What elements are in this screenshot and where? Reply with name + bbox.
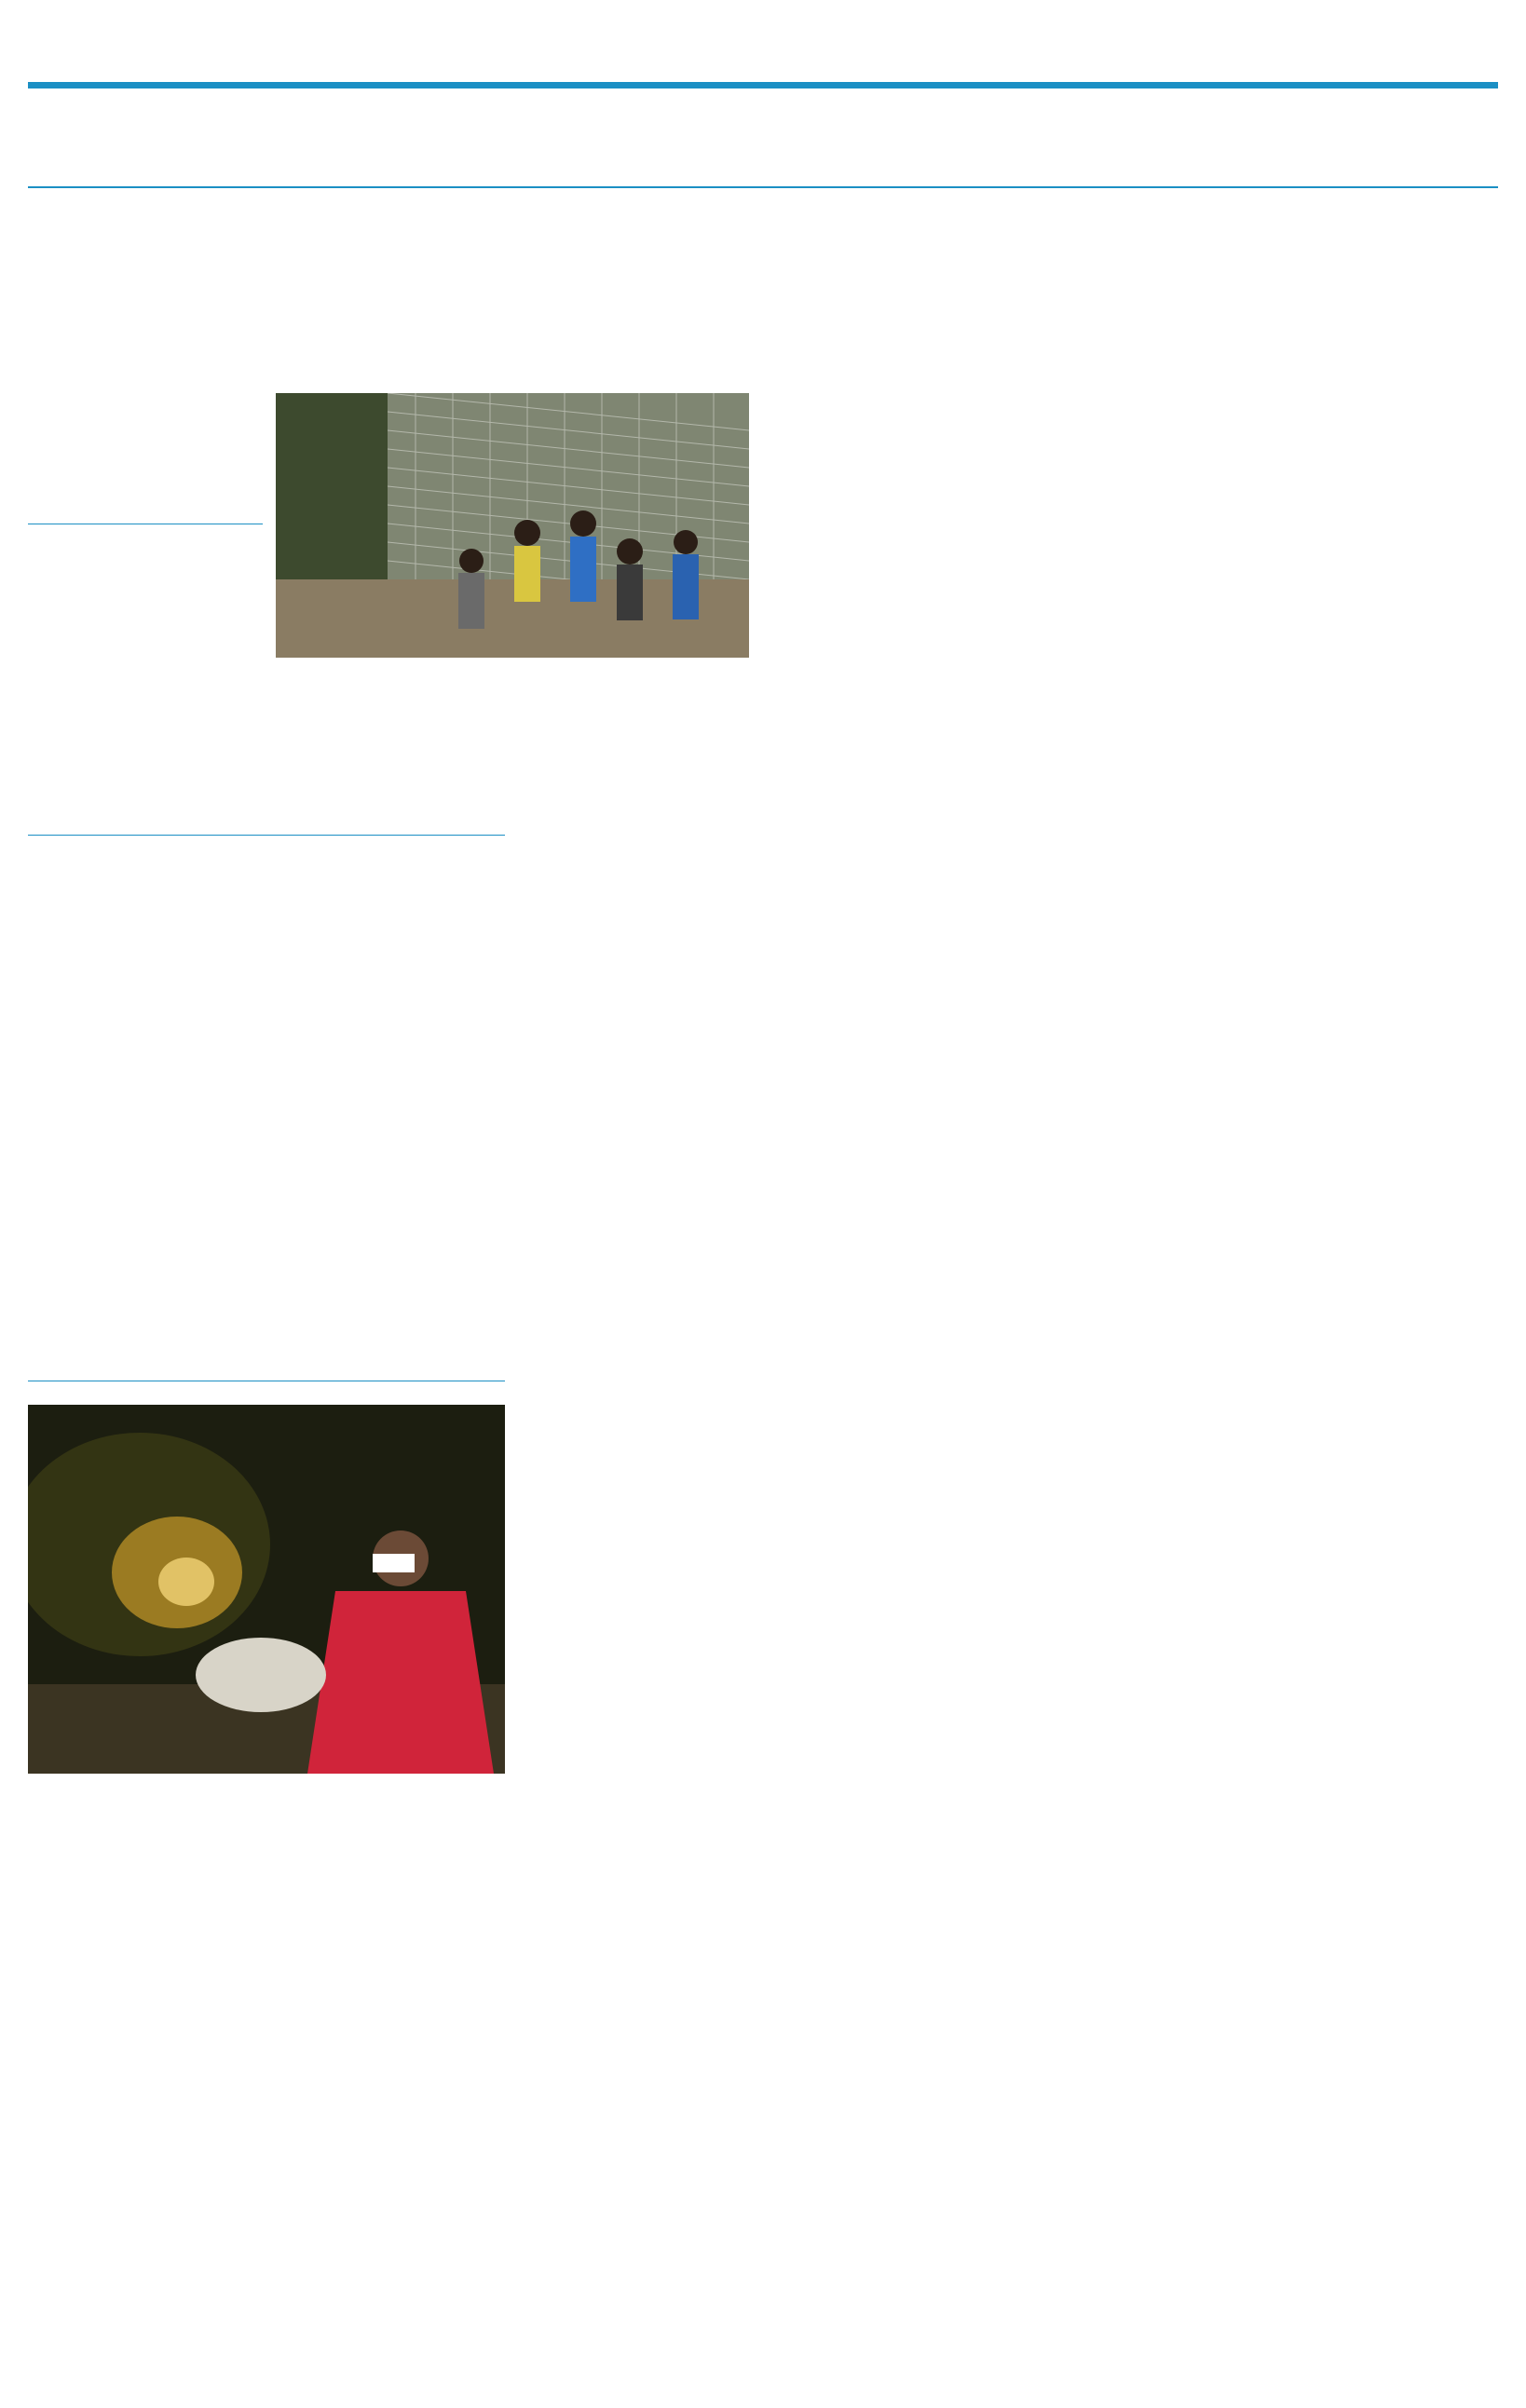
header-rule xyxy=(28,186,1498,188)
story1-col4 xyxy=(766,393,999,406)
fire-photo xyxy=(28,1405,505,1774)
story1-col1 xyxy=(28,393,263,421)
top-accent-bar xyxy=(28,82,1498,88)
migrants-photo xyxy=(276,393,749,658)
